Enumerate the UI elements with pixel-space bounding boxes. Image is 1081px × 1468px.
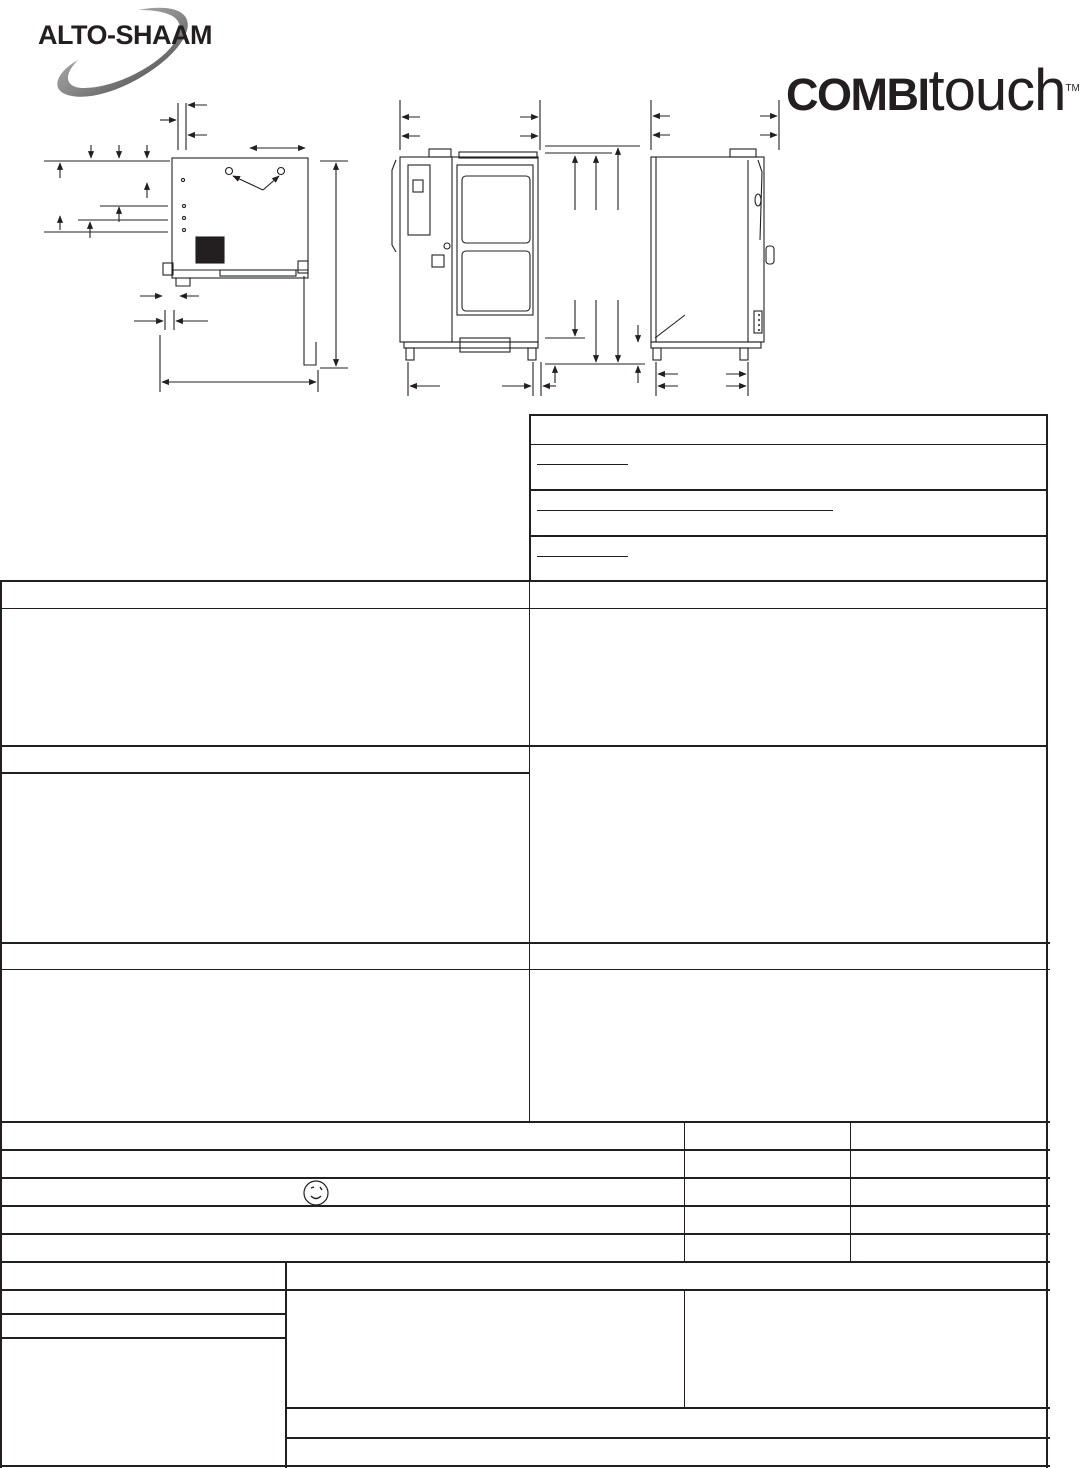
rule (529, 745, 530, 943)
rule (0, 608, 1048, 609)
combitouch-logo-bold: COMBI (786, 69, 929, 120)
rule (0, 1149, 1050, 1151)
rule (0, 772, 530, 774)
side-view-diagram (651, 100, 779, 396)
underline (537, 510, 833, 511)
rule (0, 942, 1050, 944)
electrical-plug-icon (302, 1179, 330, 1207)
rule (0, 1289, 1050, 1291)
rule (529, 414, 1048, 416)
front-view-diagram (392, 100, 645, 396)
rule (684, 1121, 685, 1262)
rule (0, 1313, 286, 1315)
combitouch-logo-light: touch (928, 58, 1066, 123)
trademark-mark: TM (1065, 83, 1080, 94)
rule (0, 1177, 1050, 1179)
rule (529, 580, 530, 746)
rule (0, 1337, 286, 1339)
top-view-diagram (44, 103, 348, 392)
rule (0, 1233, 1050, 1235)
rule (0, 745, 1048, 747)
underline (537, 464, 628, 465)
rule (529, 444, 1048, 445)
rule (0, 1205, 1050, 1207)
rule (0, 580, 1048, 582)
rule (529, 535, 1048, 537)
rule (285, 1407, 1050, 1409)
rule (0, 1465, 1050, 1467)
rule (529, 414, 531, 581)
rule (529, 942, 530, 1122)
rule (529, 489, 1048, 491)
alto-shaam-logo: ALTO-SHAAM (38, 20, 212, 50)
underline (537, 556, 628, 557)
rule (850, 1121, 851, 1262)
rule (684, 1289, 685, 1408)
rule (0, 1121, 1050, 1123)
technical-drawings (0, 0, 1081, 410)
rule (0, 1261, 1050, 1263)
rule (1046, 414, 1048, 1468)
rule (0, 969, 1050, 970)
rule (0, 580, 2, 1468)
rule (285, 1437, 1050, 1439)
